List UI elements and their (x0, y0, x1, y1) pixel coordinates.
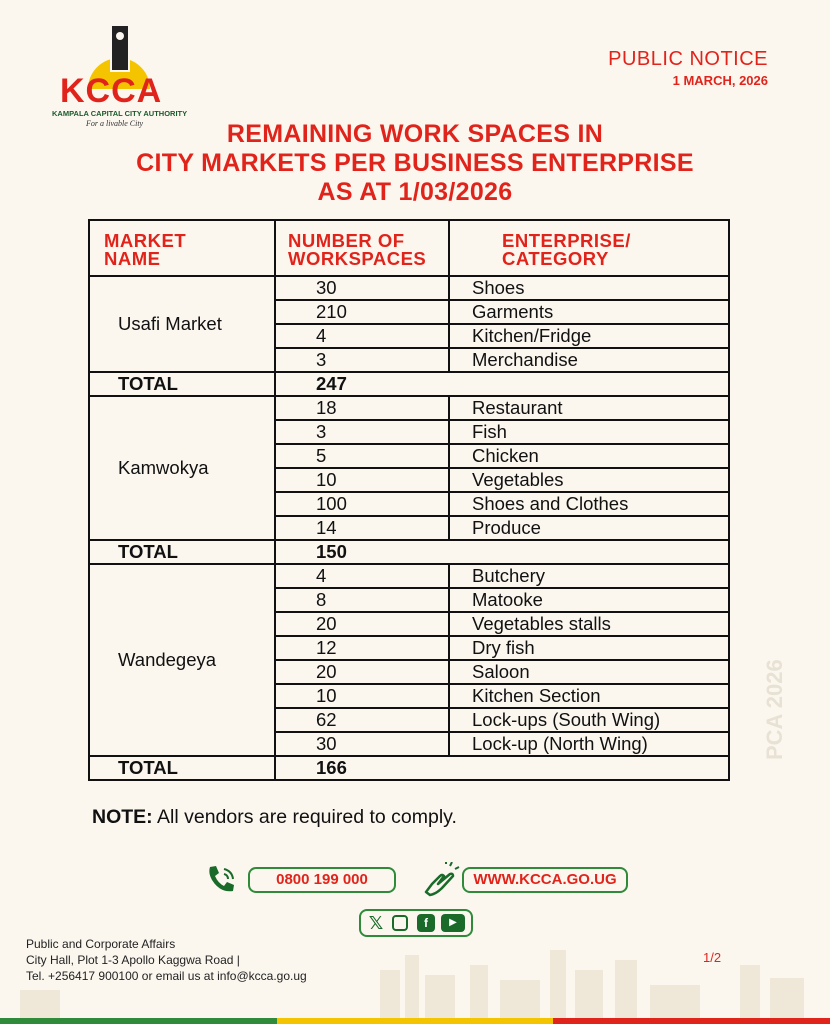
category-cell: Garments (449, 300, 729, 324)
market-name-cell: Kamwokya (89, 396, 275, 540)
notice-date: 1 MARCH, 2026 (672, 73, 768, 88)
workspace-count-cell: 18 (275, 396, 449, 420)
table-row (89, 276, 729, 300)
phone-number-link[interactable]: 0800 199 000 (248, 867, 396, 893)
workspace-count-cell: 100 (275, 492, 449, 516)
logo-tagline: For a livable City (86, 119, 144, 128)
header-category-line2: CATEGORY (502, 248, 609, 269)
x-twitter-icon[interactable]: 𝕏 (368, 913, 384, 933)
category-cell: Lock-up (North Wing) (449, 732, 729, 756)
facebook-icon[interactable]: f (417, 914, 435, 932)
total-value-cell: 166 (275, 756, 729, 780)
logo-subtitle: KAMPALA CAPITAL CITY AUTHORITY (52, 109, 188, 118)
total-row (89, 756, 729, 780)
category-cell: Lock-ups (South Wing) (449, 708, 729, 732)
total-label-cell: TOTAL (89, 540, 275, 564)
total-value-cell: 150 (275, 540, 729, 564)
workspace-count-cell: 10 (275, 684, 449, 708)
category-cell: Vegetables (449, 468, 729, 492)
header-number-line2: WORKSPACES (288, 248, 427, 269)
note (92, 806, 457, 829)
workspace-count-cell: 62 (275, 708, 449, 732)
workspace-count-cell: 30 (275, 732, 449, 756)
header-market (89, 220, 275, 276)
phone-icon (204, 862, 240, 898)
header-category-line1: ENTERPRISE/ (502, 230, 631, 251)
header-number (275, 220, 449, 276)
page-title (0, 120, 830, 207)
title-line-3: AS AT 1/03/2026 (317, 178, 513, 206)
workspace-count-cell: 5 (275, 444, 449, 468)
category-cell: Kitchen Section (449, 684, 729, 708)
category-cell: Produce (449, 516, 729, 540)
category-cell: Dry fish (449, 636, 729, 660)
workspace-count-cell: 12 (275, 636, 449, 660)
footer-line-2: City Hall, Plot 1-3 Apollo Kaggwa Road | (26, 953, 240, 967)
note-text: All vendors are required to comply. (157, 806, 457, 828)
kcca-logo (52, 20, 192, 135)
workspace-count-cell: 10 (275, 468, 449, 492)
notice-block (608, 48, 768, 88)
category-cell: Matooke (449, 588, 729, 612)
youtube-icon[interactable]: ▶ (441, 914, 465, 932)
note-label: NOTE: (92, 806, 153, 828)
category-cell: Kitchen/Fridge (449, 324, 729, 348)
footer-address (26, 936, 307, 984)
header-category (449, 220, 729, 276)
category-cell: Butchery (449, 564, 729, 588)
title-line-1: REMAINING WORK SPACES IN (226, 120, 604, 148)
total-row (89, 372, 729, 396)
notice-label: PUBLIC NOTICE (608, 48, 768, 70)
clock-tower-icon (110, 24, 130, 72)
workspace-count-cell: 210 (275, 300, 449, 324)
page-number: 1/2 (703, 950, 722, 965)
flag-stripe (0, 1018, 830, 1024)
total-label-cell: TOTAL (89, 372, 275, 396)
title-line-2: CITY MARKETS PER BUSINESS ENTERPRISE (136, 149, 694, 177)
workspace-count-cell: 4 (275, 564, 449, 588)
category-cell: Shoes (449, 276, 729, 300)
website-link[interactable]: WWW.KCCA.GO.UG (462, 867, 628, 893)
total-value-cell: 247 (275, 372, 729, 396)
category-cell: Merchandise (449, 348, 729, 372)
logo-text: KCCA (60, 72, 163, 110)
footer-line-1: Public and Corporate Affairs (26, 937, 176, 951)
watermark: PCA 2026 (762, 659, 787, 760)
header-market-line2: NAME (104, 248, 161, 269)
table-body (89, 276, 729, 780)
workspace-count-cell: 20 (275, 660, 449, 684)
social-links (359, 909, 473, 937)
workspace-count-cell: 3 (275, 348, 449, 372)
footer-line-3: Tel. +256417 900100 or email us at info@kcca.go.ug (26, 969, 307, 983)
category-cell: Chicken (449, 444, 729, 468)
workspace-count-cell: 3 (275, 420, 449, 444)
workspace-count-cell: 14 (275, 516, 449, 540)
workspace-count-cell: 30 (275, 276, 449, 300)
header-number-line1: NUMBER OF (288, 230, 405, 251)
workspaces-table (88, 219, 730, 781)
market-name-cell: Wandegeya (89, 564, 275, 756)
category-cell: Saloon (449, 660, 729, 684)
workspace-count-cell: 8 (275, 588, 449, 612)
header-market-line1: MARKET (104, 230, 187, 251)
total-row (89, 540, 729, 564)
table-row (89, 564, 729, 588)
table-header-row (89, 220, 729, 276)
instagram-icon[interactable] (392, 915, 408, 931)
table-row (89, 396, 729, 420)
workspace-count-cell: 4 (275, 324, 449, 348)
market-name-cell: Usafi Market (89, 276, 275, 372)
workspace-count-cell: 20 (275, 612, 449, 636)
category-cell: Shoes and Clothes (449, 492, 729, 516)
total-label-cell: TOTAL (89, 756, 275, 780)
category-cell: Fish (449, 420, 729, 444)
pointing-hand-icon (422, 862, 460, 898)
category-cell: Restaurant (449, 396, 729, 420)
category-cell: Vegetables stalls (449, 612, 729, 636)
